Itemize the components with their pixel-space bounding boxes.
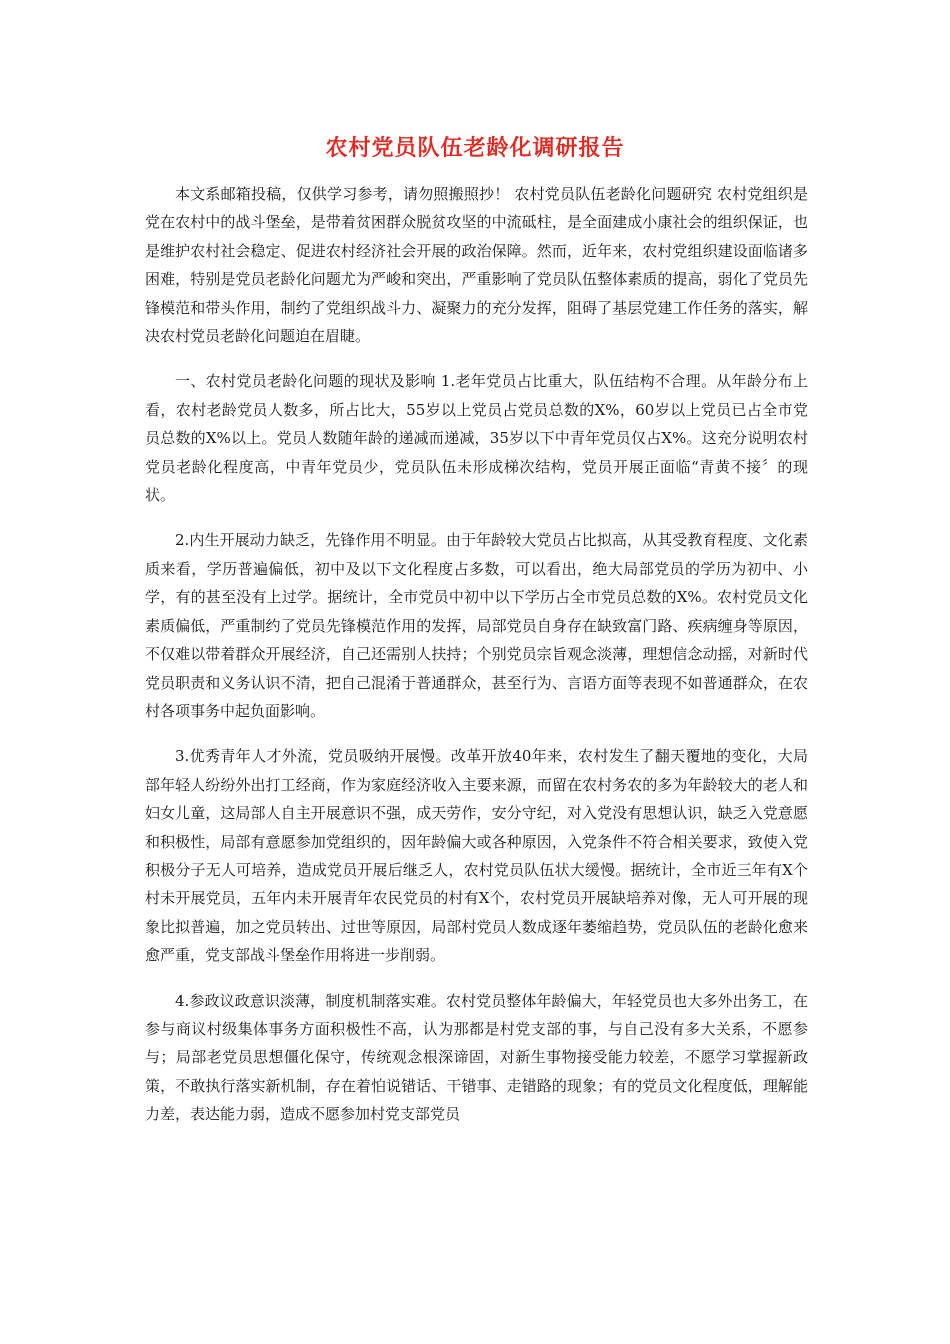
- paragraph-section-4: 4.参政议政意识淡薄，制度机制落实难。农村党员整体年龄偏大，年轻党员也大多外出务工，在参与商议村级集体事务方面积极性不高，认为那都是村党支部的事，与自己没有多大关系，不愿参与；局部老党员思想僵化保守，传统观念根深谛固，对新生事物接受能力较差，不愿学习掌握新政策，不敢执行落实新机制，存在着怕说错话、干错事、走错路的现象；有的党员文化程度低，理解能力差，表达能力弱，造成不愿参加村党支部党员: [145, 991, 808, 1124]
- paragraph-section-2: 2.内生开展动力缺乏，先锋作用不明显。由于年龄较大党员占比拟高，从其受教育程度、文化素质来看，学历普遍偏低，初中及以下文化程度占多数，可以看出，绝大局部党员的学历为初中、小学，有的甚至没有上过学。据统计，全市党员中初中以下学历占全市党员总数的X%。农村党员文化素质偏低，严重制约了党员先锋模范作用的发挥，局部党员自身存在缺致富门路、疾病缠身等原因，不仅难以带着群众开展经济，自己还需别人扶持；个别党员宗旨观念淡薄，理想信念动摇，对新时代党员职责和义务认识不清，把自己混淆于普通群众，甚至行为、言语方面等表现不如普通群众，在农村各项事务中起负面影响。: [145, 531, 808, 720]
- paragraph-section-1: 一、农村党员老龄化问题的现状及影响 1.老年党员占比重大，队伍结构不合理。从年龄分布上看，农村老龄党员人数多，所占比大，55岁以上党员占党员总数的X%，60岁以上党员已占全市党员总数的X%以上。党员人数随年龄的递减而递减，35岁以下中青年党员仅占X%。这充分说明农村党员老龄化程度高，中青年党员少，党员队伍未形成梯次结构，党员开展正面临“青黄不接〞的现状。: [145, 372, 808, 505]
- document-title: 农村党员队伍老龄化调研报告: [325, 136, 625, 161]
- document-body: [145, 180, 808, 1146]
- paragraph-intro: 本文系邮箱投稿，仅供学习参考，请勿照搬照抄！ 农村党员队伍老龄化问题研究 农村党组织是党在农村中的战斗堡垒，是带着贫困群众脱贫攻坚的中流砥柱，是全面建成小康社会的组织保证，也是维护农村社会稳定、促进农村经济社会开展的政治保障。然而，近年来，农村党组织建设面临诸多困难，特别是党员老龄化问题尤为严峻和突出，严重影响了党员队伍整体素质的提高，弱化了党员先锋模范和带头作用，制约了党组织战斗力、凝聚力的充分发挥，阻碍了基层党建工作任务的落实，解决农村党员老龄化问题迫在眉睫。: [145, 185, 808, 346]
- paragraph-section-3: 3.优秀青年人才外流，党员吸纳开展慢。改革开放40年来，农村发生了翻天覆地的变化，大局部年轻人纷纷外出打工经商，作为家庭经济收入主要来源，而留在农村务农的多为年龄较大的老人和妇女儿童，这局部人自主开展意识不强，成天劳作，安分守纪，对入党没有思想认识，缺乏入党意愿和积极性，局部有意愿参加党组织的，因年龄偏大或各种原因，入党条件不符合相关要求，致使入党积极分子无人可培养，造成党员开展后继乏人，农村党员队伍状大缓慢。据统计，全市近三年有X个村未开展党员，五年内未开展青年农民党员的村有X个，农村党员开展缺培养对像，无人可开展的现象比拟普遍，加之党员转出、过世等原因，局部村党员人数成逐年萎缩趋势，党员队伍的老龄化愈来愈严重，党支部战斗堡垒作用将进一步削弱。: [145, 747, 808, 965]
